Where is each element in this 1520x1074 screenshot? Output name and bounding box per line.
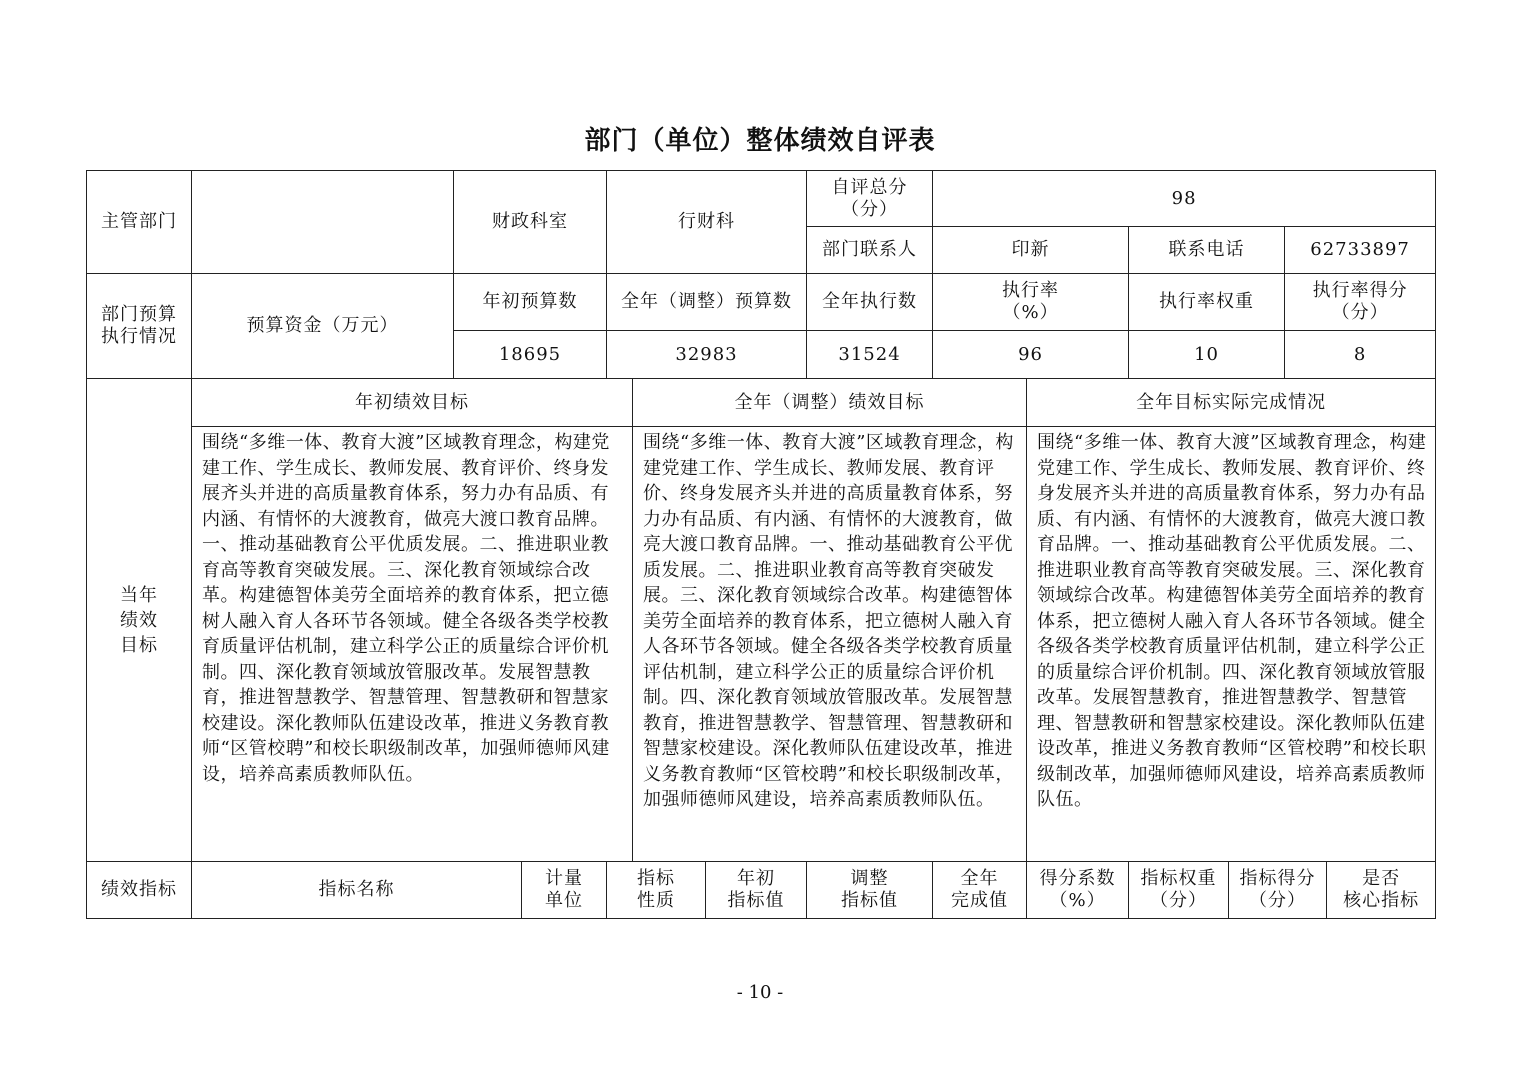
indicator-adjusted-header: 调整 指标值 — [807, 862, 933, 919]
goals-initial-text: 围绕“多维一体、教育大渡”区域教育理念，构建党建工作、学生成长、教师发展、教育评价、终身发展齐头并进的高质量教育体系，努力办有品质、有内涵、有情怀的大渡教育，做亮大渡口教育品牌。一、推动基础教育公平优质发展。二、推进职业教育高等教育突破发展。三、深化教育领域综合改革。构建德智体美劳全面培养的教育体系，把立德树人融入育人各环节各领域。健全各级各类学校教育质量评估机制，建立科学公正的质量综合评价机制。四、深化教育领域放管服改革。发展智慧教育，推进智慧教学、智慧管理、智慧教研和智慧家校建设。深化教师队伍建设改革，推进义务教育教师“区管校聘”和校长职级制改革，加强师德师风建设，培养高素质教师队伍。 — [192, 427, 633, 862]
budget-col-rate: 执行率 （%） — [933, 274, 1129, 331]
goals-actual-text: 围绕“多维一体、教育大渡”区域教育理念，构建党建工作、学生成长、教师发展、教育评价、终身发展齐头并进的高质量教育体系，努力办有品质、有内涵、有情怀的大渡教育，做亮大渡口教育品牌。一、推动基础教育公平优质发展。二、推进职业教育高等教育突破发展。三、深化教育领域综合改革。构建德智体美劳全面培养的教育体系，把立德树人融入育人各环节各领域。健全各级各类学校教育质量评估机制，建立科学公正的质量综合评价机制。四、深化教育领域放管服改革。发展智慧教育，推进智慧教学、智慧管理、智慧教研和智慧家校建设。深化教师队伍建设改革，推进义务教育教师“区管校聘”和校长职级制改革，加强师德师风建设，培养高素质教师队伍。 — [1027, 427, 1436, 862]
budget-col-executed: 全年执行数 — [807, 274, 933, 331]
goals-col-adjusted: 全年（调整）绩效目标 — [633, 379, 1027, 427]
self-score-value: 98 — [933, 171, 1436, 227]
budget-row-label: 部门预算 执行情况 — [87, 274, 192, 379]
budget-score-value: 8 — [1285, 331, 1436, 379]
indicator-completed-header: 全年 完成值 — [933, 862, 1027, 919]
budget-col-initial: 年初预算数 — [454, 274, 607, 331]
self-score-label: 自评总分 （分） — [807, 171, 933, 227]
budget-weight-value: 10 — [1129, 331, 1285, 379]
goals-col-actual: 全年目标实际完成情况 — [1027, 379, 1436, 427]
goals-adjusted-text: 围绕“多维一体、教育大渡”区域教育理念，构建党建工作、学生成长、教师发展、教育评价、终身发展齐头并进的高质量教育体系，努力办有品质、有内涵、有情怀的大渡教育，做亮大渡口教育品牌。一、推动基础教育公平优质发展。二、推进职业教育高等教育突破发展。三、深化教育领域综合改革。构建德智体美劳全面培养的教育体系，把立德树人融入育人各环节各领域。健全各级各类学校教育质量评估机制，建立科学公正的质量综合评价机制。四、深化教育领域放管服改革。发展智慧教育，推进智慧教学、智慧管理、智慧教研和智慧家校建设。深化教师队伍建设改革，推进义务教育教师“区管校聘”和校长职级制改革，加强师德师风建设，培养高素质教师队伍。 — [633, 427, 1027, 862]
budget-executed-value: 31524 — [807, 331, 933, 379]
contact-phone: 62733897 — [1285, 227, 1436, 274]
indicators-row-label: 绩效指标 — [87, 862, 192, 919]
indicator-initial-header: 年初 指标值 — [706, 862, 807, 919]
contact-person-label: 部门联系人 — [807, 227, 933, 274]
indicator-core-header: 是否 核心指标 — [1327, 862, 1436, 919]
indicator-score-header: 指标得分 （分） — [1229, 862, 1327, 919]
performance-table — [86, 170, 1436, 919]
goals-col-initial: 年初绩效目标 — [192, 379, 633, 427]
section-name: 行财科 — [607, 171, 807, 274]
indicator-name-header: 指标名称 — [192, 862, 522, 919]
budget-funds-label: 预算资金（万元） — [192, 274, 454, 379]
budget-col-score: 执行率得分 （分） — [1285, 274, 1436, 331]
budget-col-adjusted: 全年（调整）预算数 — [607, 274, 807, 331]
indicator-unit-header: 计量 单位 — [522, 862, 607, 919]
budget-initial-value: 18695 — [454, 331, 607, 379]
dept-name: 财政科室 — [454, 171, 607, 274]
supervising-dept-label: 主管部门 — [87, 171, 192, 274]
indicator-weight-header: 指标权重 （分） — [1129, 862, 1229, 919]
page-number: - 10 - — [736, 982, 784, 1003]
budget-col-weight: 执行率权重 — [1129, 274, 1285, 331]
goals-row-label: 当年 绩效 目标 — [87, 379, 192, 862]
budget-adjusted-value: 32983 — [607, 331, 807, 379]
contact-phone-label: 联系电话 — [1129, 227, 1285, 274]
supervising-dept-value — [192, 171, 454, 274]
page-title: 部门（单位）整体绩效自评表 — [584, 126, 936, 156]
contact-person: 印新 — [933, 227, 1129, 274]
indicator-nature-header: 指标 性质 — [607, 862, 706, 919]
indicator-coef-header: 得分系数 （%） — [1027, 862, 1129, 919]
budget-rate-value: 96 — [933, 331, 1129, 379]
